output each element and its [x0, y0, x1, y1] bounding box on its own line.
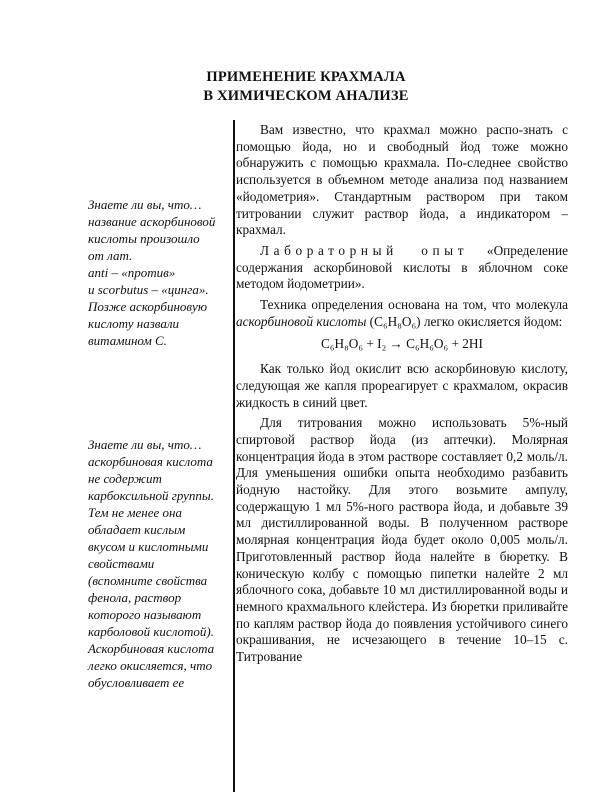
sidebar-line: обладает кислым — [88, 522, 186, 537]
sidebar-line: название аскорбиновой — [88, 214, 216, 229]
sidebar-line: легко окисляется, что — [88, 658, 213, 673]
sidebar-line: свойствами — [88, 556, 155, 571]
sidebar-line: фенола, раствор — [88, 590, 182, 605]
page-title — [0, 68, 612, 106]
sidebar-line: Знаете ли вы, что… — [88, 197, 202, 212]
sidebar-line: карболовой кислотой). — [88, 624, 214, 639]
title-line-1: ПРИМЕНЕНИЕ КРАХМАЛА — [206, 69, 406, 85]
column-divider — [233, 120, 235, 792]
sidebar-line: которого называют — [88, 607, 202, 622]
sidebar-fact-1 — [88, 196, 228, 349]
sidebar-line: не содержит — [88, 471, 162, 486]
sidebar-line: от лат. — [88, 248, 133, 263]
sidebar-line: (вспомните свойства — [88, 573, 208, 588]
paragraph-endpoint: Как только йод окислит всю аскорбиновую кислоту, следующая же капля прореагирует с крахмалом, окрасив жидкость в синий цвет. — [236, 361, 568, 410]
sidebar-line: и scorbutus – «цинга». — [88, 282, 209, 297]
lab-experiment-heading: Лабораторный опыт — [260, 242, 469, 258]
sidebar-line: аскорбиновая кислота — [88, 454, 213, 469]
sidebar-line: Позже аскорбиновую — [88, 299, 207, 314]
sidebar-line: обусловливает ее — [88, 675, 185, 690]
title-line-2: В ХИМИЧЕСКОМ АНАЛИЗЕ — [203, 88, 409, 104]
technique-text-end: (C₆H₈O₆) легко окисляется йодом: — [366, 313, 563, 329]
sidebar-line: anti – «против» — [88, 265, 176, 280]
sidebar-line: витамином С. — [88, 333, 167, 348]
ascorbic-acid-term: аскорбиновой кислоты — [236, 313, 367, 329]
sidebar-line: Тем не менее она — [88, 505, 182, 520]
sidebar-line: кислоту назвали — [88, 316, 180, 331]
reaction-formula: C₆H₈O₆ + I₂ → C₆H₆O₆ + 2HI — [321, 336, 483, 352]
main-text — [236, 122, 568, 670]
paragraph-technique — [236, 297, 568, 330]
paragraph-intro: Вам известно, что крахмал можно распо-знать с помощью йода, но и свободный йод тоже можно обнаружить с помощью крахмала. По-следнее свойство используется в объемном методе анализа под названием «йодометрия». Стандартным раствором при таком титровании служит раствор йода, а индикатором – крахмал. — [236, 122, 568, 238]
technique-text: Техника определения основана на том, что молекула — [260, 297, 568, 313]
sidebar-line: карбоксильной группы. — [88, 488, 214, 503]
sidebar-line: Знаете ли вы, что… — [88, 437, 202, 452]
lab-experiment-title: «Определение содержания аскорбиновой кислоты в яблочном соке методом йодометрии». — [236, 242, 569, 292]
sidebar-line: вкусом и кислотными — [88, 539, 209, 554]
paragraph-lab-experiment — [236, 243, 568, 293]
sidebar-fact-2 — [88, 436, 228, 691]
sidebar-line: кислоты произошло — [88, 231, 200, 246]
paragraph-titration: Для титрования можно использовать 5%-ный спиртовой раствор йода (из аптечки). Молярная концентрация йода в этом растворе составляет 0,2 моль/л. Для уменьшения ошибки опыта необходимо разбавить йодную настойку. Для этого возьмите ампулу, содержащую 1 мл 5%-ного раствора йода, и добавьте 39 мл дистиллированной воды. В полученном растворе молярная концентрация йода будет около 0,005 моль/л. Приготовленный раствор йода налейте в бюретку. В коническую колбу с помощью пипетки налейте 2 мл яблочного сока, добавьте 10 мл дистиллированной воды и немного крахмального клейстера. Из бюретки приливайте по каплям раствор йода до появления устойчивого синего окрашивания, не исчезающего в течение 10–15 с. Титрование — [236, 415, 568, 665]
sidebar-line: Аскорбиновая кислота — [88, 641, 215, 656]
